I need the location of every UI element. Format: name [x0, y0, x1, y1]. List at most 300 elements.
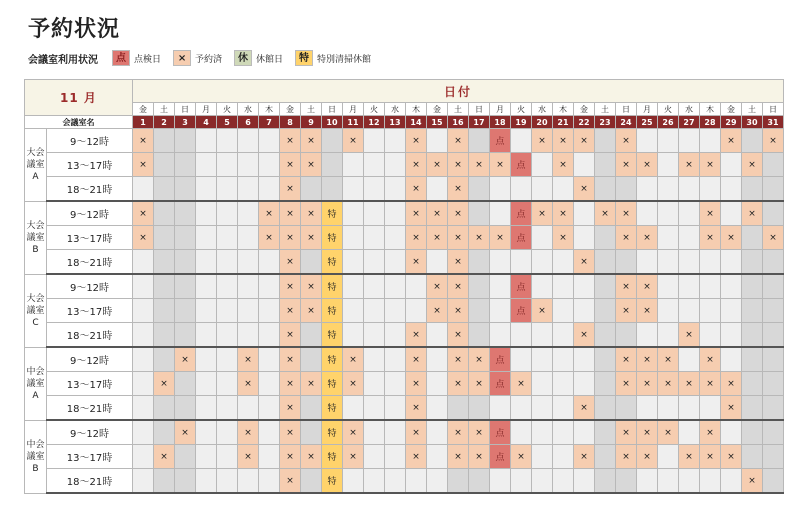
- empty-cell[interactable]: [154, 396, 175, 421]
- booked-cell[interactable]: ×: [133, 129, 154, 153]
- empty-cell[interactable]: [238, 274, 259, 299]
- booked-cell[interactable]: ×: [574, 250, 595, 275]
- booked-cell[interactable]: ×: [637, 420, 658, 445]
- booked-cell[interactable]: ×: [280, 177, 301, 202]
- empty-cell[interactable]: [742, 445, 763, 469]
- special-cleaning-cell[interactable]: 特: [322, 201, 343, 226]
- empty-cell[interactable]: [742, 372, 763, 396]
- empty-cell[interactable]: [532, 347, 553, 372]
- empty-cell[interactable]: [595, 226, 616, 250]
- empty-cell[interactable]: [385, 299, 406, 323]
- empty-cell[interactable]: [427, 129, 448, 153]
- empty-cell[interactable]: [196, 226, 217, 250]
- empty-cell[interactable]: [553, 177, 574, 202]
- empty-cell[interactable]: [217, 299, 238, 323]
- empty-cell[interactable]: [721, 177, 742, 202]
- empty-cell[interactable]: [385, 323, 406, 348]
- booked-cell[interactable]: ×: [406, 323, 427, 348]
- booked-cell[interactable]: ×: [469, 372, 490, 396]
- booked-cell[interactable]: ×: [763, 129, 784, 153]
- empty-cell[interactable]: [427, 420, 448, 445]
- empty-cell[interactable]: [511, 250, 532, 275]
- inspection-cell[interactable]: 点: [490, 372, 511, 396]
- empty-cell[interactable]: [175, 201, 196, 226]
- empty-cell[interactable]: [532, 469, 553, 494]
- empty-cell[interactable]: [679, 299, 700, 323]
- empty-cell[interactable]: [364, 153, 385, 177]
- empty-cell[interactable]: [511, 347, 532, 372]
- empty-cell[interactable]: [469, 396, 490, 421]
- empty-cell[interactable]: [700, 469, 721, 494]
- empty-cell[interactable]: [679, 201, 700, 226]
- empty-cell[interactable]: [574, 420, 595, 445]
- empty-cell[interactable]: [553, 274, 574, 299]
- booked-cell[interactable]: ×: [406, 420, 427, 445]
- empty-cell[interactable]: [658, 396, 679, 421]
- booked-cell[interactable]: ×: [448, 226, 469, 250]
- booked-cell[interactable]: ×: [763, 226, 784, 250]
- empty-cell[interactable]: [154, 201, 175, 226]
- empty-cell[interactable]: [385, 177, 406, 202]
- booked-cell[interactable]: ×: [700, 347, 721, 372]
- empty-cell[interactable]: [553, 347, 574, 372]
- empty-cell[interactable]: [238, 129, 259, 153]
- booked-cell[interactable]: ×: [133, 153, 154, 177]
- empty-cell[interactable]: [427, 445, 448, 469]
- empty-cell[interactable]: [217, 469, 238, 494]
- empty-cell[interactable]: [364, 177, 385, 202]
- empty-cell[interactable]: [259, 420, 280, 445]
- empty-cell[interactable]: [637, 129, 658, 153]
- empty-cell[interactable]: [385, 396, 406, 421]
- booked-cell[interactable]: ×: [469, 445, 490, 469]
- booked-cell[interactable]: ×: [280, 299, 301, 323]
- empty-cell[interactable]: [700, 177, 721, 202]
- empty-cell[interactable]: [322, 177, 343, 202]
- empty-cell[interactable]: [301, 347, 322, 372]
- booked-cell[interactable]: ×: [448, 323, 469, 348]
- booked-cell[interactable]: ×: [616, 201, 637, 226]
- empty-cell[interactable]: [700, 274, 721, 299]
- empty-cell[interactable]: [595, 445, 616, 469]
- empty-cell[interactable]: [658, 129, 679, 153]
- special-cleaning-cell[interactable]: 特: [322, 445, 343, 469]
- empty-cell[interactable]: [595, 347, 616, 372]
- empty-cell[interactable]: [427, 250, 448, 275]
- booked-cell[interactable]: ×: [637, 226, 658, 250]
- empty-cell[interactable]: [196, 299, 217, 323]
- booked-cell[interactable]: ×: [448, 177, 469, 202]
- special-cleaning-cell[interactable]: 特: [322, 372, 343, 396]
- empty-cell[interactable]: [196, 153, 217, 177]
- empty-cell[interactable]: [469, 201, 490, 226]
- empty-cell[interactable]: [343, 177, 364, 202]
- empty-cell[interactable]: [721, 250, 742, 275]
- empty-cell[interactable]: [259, 129, 280, 153]
- booked-cell[interactable]: ×: [427, 299, 448, 323]
- empty-cell[interactable]: [700, 250, 721, 275]
- empty-cell[interactable]: [553, 250, 574, 275]
- booked-cell[interactable]: ×: [490, 153, 511, 177]
- empty-cell[interactable]: [532, 445, 553, 469]
- empty-cell[interactable]: [133, 396, 154, 421]
- empty-cell[interactable]: [238, 201, 259, 226]
- empty-cell[interactable]: [553, 469, 574, 494]
- empty-cell[interactable]: [490, 177, 511, 202]
- empty-cell[interactable]: [175, 250, 196, 275]
- empty-cell[interactable]: [490, 469, 511, 494]
- empty-cell[interactable]: [385, 445, 406, 469]
- special-cleaning-cell[interactable]: 特: [322, 274, 343, 299]
- booked-cell[interactable]: ×: [637, 299, 658, 323]
- empty-cell[interactable]: [490, 250, 511, 275]
- empty-cell[interactable]: [133, 445, 154, 469]
- empty-cell[interactable]: [742, 250, 763, 275]
- booked-cell[interactable]: ×: [280, 469, 301, 494]
- empty-cell[interactable]: [427, 469, 448, 494]
- booked-cell[interactable]: ×: [301, 372, 322, 396]
- empty-cell[interactable]: [217, 201, 238, 226]
- empty-cell[interactable]: [364, 347, 385, 372]
- empty-cell[interactable]: [616, 250, 637, 275]
- booked-cell[interactable]: ×: [553, 153, 574, 177]
- empty-cell[interactable]: [763, 347, 784, 372]
- booked-cell[interactable]: ×: [574, 129, 595, 153]
- empty-cell[interactable]: [259, 347, 280, 372]
- booked-cell[interactable]: ×: [553, 226, 574, 250]
- empty-cell[interactable]: [259, 445, 280, 469]
- empty-cell[interactable]: [301, 323, 322, 348]
- empty-cell[interactable]: [700, 129, 721, 153]
- empty-cell[interactable]: [679, 226, 700, 250]
- empty-cell[interactable]: [658, 226, 679, 250]
- empty-cell[interactable]: [217, 347, 238, 372]
- empty-cell[interactable]: [364, 250, 385, 275]
- empty-cell[interactable]: [238, 250, 259, 275]
- booked-cell[interactable]: ×: [637, 347, 658, 372]
- empty-cell[interactable]: [259, 250, 280, 275]
- booked-cell[interactable]: ×: [427, 226, 448, 250]
- empty-cell[interactable]: [259, 323, 280, 348]
- empty-cell[interactable]: [700, 323, 721, 348]
- empty-cell[interactable]: [217, 177, 238, 202]
- empty-cell[interactable]: [637, 396, 658, 421]
- booked-cell[interactable]: ×: [301, 153, 322, 177]
- empty-cell[interactable]: [658, 250, 679, 275]
- booked-cell[interactable]: ×: [406, 153, 427, 177]
- booked-cell[interactable]: ×: [427, 274, 448, 299]
- booked-cell[interactable]: ×: [343, 347, 364, 372]
- empty-cell[interactable]: [721, 299, 742, 323]
- empty-cell[interactable]: [175, 153, 196, 177]
- empty-cell[interactable]: [721, 420, 742, 445]
- empty-cell[interactable]: [658, 177, 679, 202]
- empty-cell[interactable]: [595, 153, 616, 177]
- empty-cell[interactable]: [490, 201, 511, 226]
- empty-cell[interactable]: [721, 274, 742, 299]
- empty-cell[interactable]: [385, 226, 406, 250]
- booked-cell[interactable]: ×: [343, 420, 364, 445]
- empty-cell[interactable]: [385, 372, 406, 396]
- empty-cell[interactable]: [595, 323, 616, 348]
- empty-cell[interactable]: [259, 299, 280, 323]
- special-cleaning-cell[interactable]: 特: [322, 420, 343, 445]
- inspection-cell[interactable]: 点: [490, 445, 511, 469]
- booked-cell[interactable]: ×: [448, 347, 469, 372]
- booked-cell[interactable]: ×: [280, 347, 301, 372]
- booked-cell[interactable]: ×: [175, 420, 196, 445]
- booked-cell[interactable]: ×: [532, 299, 553, 323]
- empty-cell[interactable]: [343, 226, 364, 250]
- empty-cell[interactable]: [721, 323, 742, 348]
- empty-cell[interactable]: [532, 250, 553, 275]
- empty-cell[interactable]: [679, 347, 700, 372]
- empty-cell[interactable]: [196, 372, 217, 396]
- empty-cell[interactable]: [385, 201, 406, 226]
- booked-cell[interactable]: ×: [742, 153, 763, 177]
- empty-cell[interactable]: [574, 469, 595, 494]
- empty-cell[interactable]: [385, 274, 406, 299]
- empty-cell[interactable]: [196, 396, 217, 421]
- empty-cell[interactable]: [175, 323, 196, 348]
- booked-cell[interactable]: ×: [616, 372, 637, 396]
- empty-cell[interactable]: [469, 274, 490, 299]
- booked-cell[interactable]: ×: [658, 420, 679, 445]
- empty-cell[interactable]: [238, 396, 259, 421]
- booked-cell[interactable]: ×: [406, 129, 427, 153]
- empty-cell[interactable]: [196, 323, 217, 348]
- empty-cell[interactable]: [217, 396, 238, 421]
- empty-cell[interactable]: [175, 469, 196, 494]
- empty-cell[interactable]: [217, 372, 238, 396]
- empty-cell[interactable]: [364, 201, 385, 226]
- empty-cell[interactable]: [679, 129, 700, 153]
- empty-cell[interactable]: [322, 153, 343, 177]
- empty-cell[interactable]: [364, 129, 385, 153]
- empty-cell[interactable]: [259, 396, 280, 421]
- empty-cell[interactable]: [742, 347, 763, 372]
- empty-cell[interactable]: [490, 274, 511, 299]
- booked-cell[interactable]: ×: [511, 445, 532, 469]
- empty-cell[interactable]: [364, 323, 385, 348]
- empty-cell[interactable]: [742, 420, 763, 445]
- empty-cell[interactable]: [427, 347, 448, 372]
- empty-cell[interactable]: [511, 420, 532, 445]
- empty-cell[interactable]: [763, 274, 784, 299]
- booked-cell[interactable]: ×: [448, 445, 469, 469]
- booked-cell[interactable]: ×: [343, 445, 364, 469]
- empty-cell[interactable]: [469, 469, 490, 494]
- booked-cell[interactable]: ×: [679, 153, 700, 177]
- empty-cell[interactable]: [217, 274, 238, 299]
- booked-cell[interactable]: ×: [154, 372, 175, 396]
- empty-cell[interactable]: [364, 420, 385, 445]
- booked-cell[interactable]: ×: [406, 250, 427, 275]
- empty-cell[interactable]: [133, 323, 154, 348]
- empty-cell[interactable]: [133, 347, 154, 372]
- empty-cell[interactable]: [700, 396, 721, 421]
- empty-cell[interactable]: [364, 372, 385, 396]
- booked-cell[interactable]: ×: [280, 372, 301, 396]
- empty-cell[interactable]: [133, 420, 154, 445]
- empty-cell[interactable]: [553, 420, 574, 445]
- empty-cell[interactable]: [343, 250, 364, 275]
- empty-cell[interactable]: [511, 469, 532, 494]
- booked-cell[interactable]: ×: [616, 153, 637, 177]
- empty-cell[interactable]: [385, 347, 406, 372]
- empty-cell[interactable]: [259, 153, 280, 177]
- inspection-cell[interactable]: 点: [511, 153, 532, 177]
- booked-cell[interactable]: ×: [448, 274, 469, 299]
- empty-cell[interactable]: [574, 274, 595, 299]
- empty-cell[interactable]: [427, 323, 448, 348]
- empty-cell[interactable]: [616, 396, 637, 421]
- empty-cell[interactable]: [637, 323, 658, 348]
- booked-cell[interactable]: ×: [490, 226, 511, 250]
- booked-cell[interactable]: ×: [154, 445, 175, 469]
- empty-cell[interactable]: [406, 299, 427, 323]
- empty-cell[interactable]: [133, 274, 154, 299]
- booked-cell[interactable]: ×: [574, 445, 595, 469]
- empty-cell[interactable]: [175, 226, 196, 250]
- empty-cell[interactable]: [532, 420, 553, 445]
- empty-cell[interactable]: [763, 372, 784, 396]
- empty-cell[interactable]: [133, 177, 154, 202]
- booked-cell[interactable]: ×: [553, 129, 574, 153]
- empty-cell[interactable]: [595, 396, 616, 421]
- empty-cell[interactable]: [406, 469, 427, 494]
- booked-cell[interactable]: ×: [574, 396, 595, 421]
- empty-cell[interactable]: [595, 177, 616, 202]
- booked-cell[interactable]: ×: [280, 153, 301, 177]
- empty-cell[interactable]: [175, 445, 196, 469]
- empty-cell[interactable]: [721, 201, 742, 226]
- booked-cell[interactable]: ×: [658, 347, 679, 372]
- empty-cell[interactable]: [322, 129, 343, 153]
- empty-cell[interactable]: [553, 323, 574, 348]
- empty-cell[interactable]: [259, 274, 280, 299]
- empty-cell[interactable]: [364, 226, 385, 250]
- empty-cell[interactable]: [238, 226, 259, 250]
- special-cleaning-cell[interactable]: 特: [322, 323, 343, 348]
- booked-cell[interactable]: ×: [280, 274, 301, 299]
- booked-cell[interactable]: ×: [637, 274, 658, 299]
- empty-cell[interactable]: [301, 469, 322, 494]
- empty-cell[interactable]: [595, 469, 616, 494]
- empty-cell[interactable]: [301, 177, 322, 202]
- empty-cell[interactable]: [154, 274, 175, 299]
- booked-cell[interactable]: ×: [469, 226, 490, 250]
- booked-cell[interactable]: ×: [406, 177, 427, 202]
- empty-cell[interactable]: [679, 420, 700, 445]
- empty-cell[interactable]: [175, 129, 196, 153]
- empty-cell[interactable]: [364, 396, 385, 421]
- booked-cell[interactable]: ×: [406, 445, 427, 469]
- booked-cell[interactable]: ×: [595, 201, 616, 226]
- empty-cell[interactable]: [154, 226, 175, 250]
- empty-cell[interactable]: [196, 469, 217, 494]
- booked-cell[interactable]: ×: [448, 299, 469, 323]
- empty-cell[interactable]: [532, 372, 553, 396]
- booked-cell[interactable]: ×: [616, 129, 637, 153]
- booked-cell[interactable]: ×: [616, 226, 637, 250]
- empty-cell[interactable]: [637, 201, 658, 226]
- empty-cell[interactable]: [385, 250, 406, 275]
- booked-cell[interactable]: ×: [574, 177, 595, 202]
- booked-cell[interactable]: ×: [616, 420, 637, 445]
- empty-cell[interactable]: [763, 177, 784, 202]
- empty-cell[interactable]: [301, 396, 322, 421]
- booked-cell[interactable]: ×: [259, 201, 280, 226]
- booked-cell[interactable]: ×: [301, 201, 322, 226]
- empty-cell[interactable]: [364, 469, 385, 494]
- special-cleaning-cell[interactable]: 特: [322, 469, 343, 494]
- empty-cell[interactable]: [532, 274, 553, 299]
- empty-cell[interactable]: [196, 274, 217, 299]
- empty-cell[interactable]: [406, 274, 427, 299]
- booked-cell[interactable]: ×: [406, 372, 427, 396]
- booked-cell[interactable]: ×: [406, 396, 427, 421]
- booked-cell[interactable]: ×: [721, 129, 742, 153]
- empty-cell[interactable]: [175, 396, 196, 421]
- empty-cell[interactable]: [448, 396, 469, 421]
- booked-cell[interactable]: ×: [616, 299, 637, 323]
- empty-cell[interactable]: [616, 177, 637, 202]
- empty-cell[interactable]: [133, 250, 154, 275]
- empty-cell[interactable]: [133, 299, 154, 323]
- empty-cell[interactable]: [385, 129, 406, 153]
- empty-cell[interactable]: [238, 469, 259, 494]
- empty-cell[interactable]: [217, 153, 238, 177]
- empty-cell[interactable]: [658, 274, 679, 299]
- empty-cell[interactable]: [763, 420, 784, 445]
- booked-cell[interactable]: ×: [658, 372, 679, 396]
- booked-cell[interactable]: ×: [280, 445, 301, 469]
- empty-cell[interactable]: [595, 274, 616, 299]
- empty-cell[interactable]: [595, 129, 616, 153]
- empty-cell[interactable]: [763, 153, 784, 177]
- booked-cell[interactable]: ×: [721, 445, 742, 469]
- booked-cell[interactable]: ×: [238, 347, 259, 372]
- empty-cell[interactable]: [154, 177, 175, 202]
- booked-cell[interactable]: ×: [448, 201, 469, 226]
- booked-cell[interactable]: ×: [532, 201, 553, 226]
- booked-cell[interactable]: ×: [742, 201, 763, 226]
- empty-cell[interactable]: [385, 153, 406, 177]
- empty-cell[interactable]: [133, 469, 154, 494]
- booked-cell[interactable]: ×: [301, 226, 322, 250]
- booked-cell[interactable]: ×: [616, 445, 637, 469]
- empty-cell[interactable]: [553, 396, 574, 421]
- booked-cell[interactable]: ×: [343, 372, 364, 396]
- booked-cell[interactable]: ×: [280, 250, 301, 275]
- empty-cell[interactable]: [238, 299, 259, 323]
- empty-cell[interactable]: [469, 177, 490, 202]
- empty-cell[interactable]: [427, 177, 448, 202]
- empty-cell[interactable]: [616, 469, 637, 494]
- empty-cell[interactable]: [469, 250, 490, 275]
- empty-cell[interactable]: [217, 250, 238, 275]
- inspection-cell[interactable]: 点: [511, 226, 532, 250]
- empty-cell[interactable]: [238, 323, 259, 348]
- empty-cell[interactable]: [343, 153, 364, 177]
- empty-cell[interactable]: [658, 201, 679, 226]
- booked-cell[interactable]: ×: [679, 323, 700, 348]
- empty-cell[interactable]: [175, 372, 196, 396]
- booked-cell[interactable]: ×: [301, 445, 322, 469]
- empty-cell[interactable]: [679, 396, 700, 421]
- booked-cell[interactable]: ×: [238, 445, 259, 469]
